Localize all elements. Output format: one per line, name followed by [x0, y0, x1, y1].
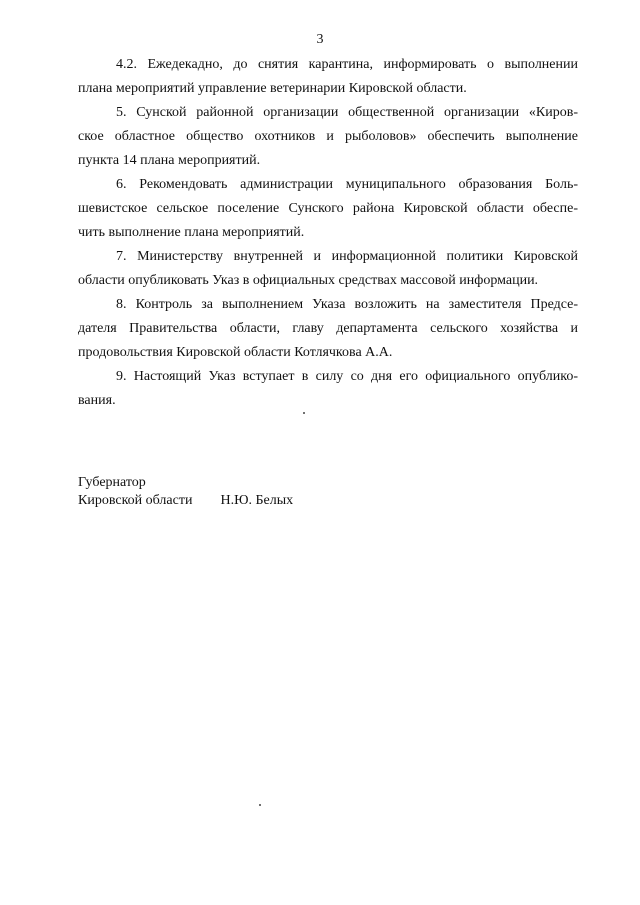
signature-region: Кировской области: [78, 493, 193, 508]
text-line: плана мероприятий управление ветеринарии Кировской области.: [78, 81, 467, 96]
text-line: ское областное общество охотников и рыболовов» обеспечить выполнение: [78, 129, 578, 144]
text-line: чить выполнение плана мероприятий.: [78, 225, 305, 240]
text-line: шевистское сельское поселение Сунского района Кировской области обеспе-: [78, 201, 578, 216]
signature-name: Н.Ю. Белых: [220, 493, 294, 508]
text-line: 6. Рекомендовать администрации муниципального образования Боль-: [116, 177, 578, 192]
text-line: 5. Сунской районной организации общественной организации «Киров-: [116, 105, 578, 120]
text-line: дателя Правительства области, главу департамента сельского хозяйства и: [78, 321, 578, 336]
text-line: продовольствия Кировской области Котлячкова А.А.: [78, 345, 393, 360]
text-line: 9. Настоящий Указ вступает в силу со дня его официального опублико-: [116, 369, 578, 384]
scan-speck: [259, 804, 261, 806]
document-body: [78, 53, 578, 413]
paragraph-6: [78, 173, 578, 245]
page-number: 3: [316, 32, 324, 47]
text-line: вания.: [78, 393, 116, 408]
text-line: 7. Министерству внутренней и информационной политики Кировской: [116, 249, 578, 264]
text-line: пункта 14 плана мероприятий.: [78, 153, 261, 168]
paragraph-8: [78, 293, 578, 365]
text-line: 4.2. Ежедекадно, до снятия карантина, информировать о выполнении: [116, 57, 578, 72]
paragraph-4-2: [78, 53, 578, 101]
signature-block: [78, 474, 293, 510]
text-line: области опубликовать Указ в официальных средствах массовой информации.: [78, 273, 539, 288]
signature-title: Губернатор: [78, 475, 146, 490]
paragraph-5: [78, 101, 578, 173]
scan-speck: [303, 412, 305, 414]
paragraph-9: [78, 365, 578, 413]
text-line: 8. Контроль за выполнением Указа возложить на заместителя Предсе-: [116, 297, 578, 312]
signature-region-line: [78, 492, 293, 510]
paragraph-7: [78, 245, 578, 293]
